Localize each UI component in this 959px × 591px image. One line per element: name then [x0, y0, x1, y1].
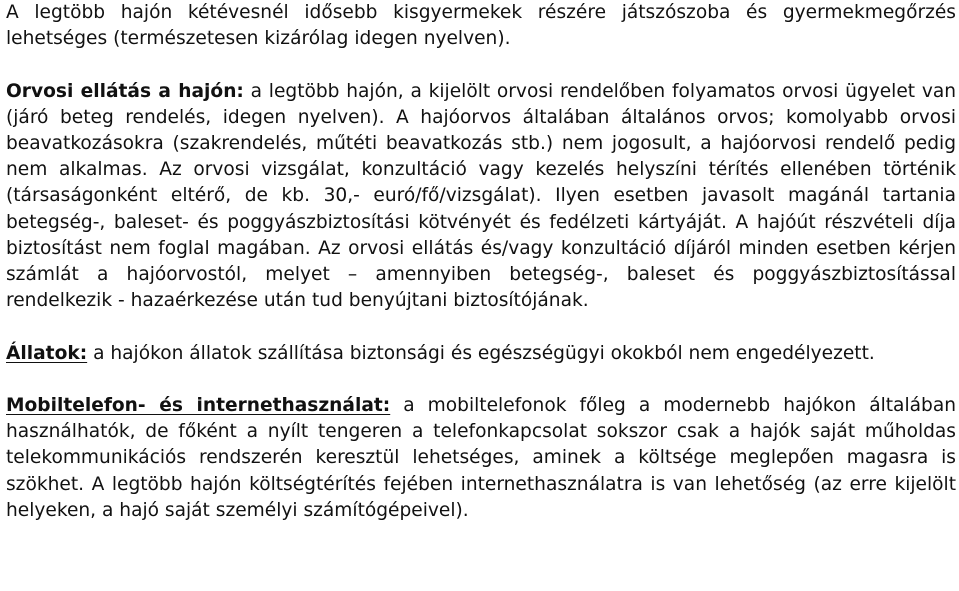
paragraph-animals — [6, 341, 956, 367]
animals-heading: Állatok: — [6, 342, 88, 364]
animals-text: a hajókon állatok szállítása biztonsági és egészségügyi okokból nem engedélyezett. — [87, 342, 875, 364]
mobile-heading: Mobiltelefon- és internethasználat: — [6, 395, 391, 416]
paragraph-gap — [6, 314, 956, 340]
medical-heading: Orvosi ellátás a hajón: — [6, 80, 244, 102]
mobile-text: a mobiltelefonok főleg a modernebb hajókon általában használhatók, de főként a nyílt tengeren a telefonkapcsolat sokszor csak a hajók saját műholdas telekommunikációs rendszerén keresztül lehetséges, aminek a költsége meglepően magasra is szökhet. A legtöbb hajón költségtérítés fejében internethasználatra is van lehetőség (az erre kijelölt helyeken, a hajó saját személyi számítógépeivel). — [6, 395, 956, 521]
paragraph-playroom — [6, 0, 956, 52]
paragraph-medical — [6, 79, 956, 315]
document-page — [6, 0, 956, 524]
paragraph-playroom-text: A legtöbb hajón kétévesnél idősebb kisgyermekek részére játszószoba és gyermekmegőrzés lehetséges (természetesen kizárólag idegen nyelven). — [6, 2, 956, 50]
medical-text: a legtöbb hajón, a kijelölt orvosi rendelőben folyamatos orvosi ügyelet van (járó beteg rendelés, idegen nyelven). A hajóorvos általában általános orvos; komolyabb orvosi beavatkozásokra (szakrendelés, műtéti beavatkozás stb.) nem jogosult, a hajóorvosi rendelő pedig nem alkalmas. Az orvosi vizsgálat, konzultáció vagy kezelés helyszíni térítés ellenében történik (társaságonként eltérő, de kb. 30,- euró/fő/vizsgálat). Ilyen esetben javasolt magánál tartania betegség-, baleset- és poggyászbiztosítási kötvényét és fedélzeti kártyáját. A hajóút részvételi díja biztosítást nem foglal magában. Az orvosi ellátás és/vagy konzultáció díjáról minden esetben kérjen számlát a hajóorvostól, melyet – amennyiben betegség-, baleset és poggyászbiztosítással rendelkezik - hazaérkezése után tud benyújtani biztosítójának. — [6, 80, 956, 312]
paragraph-gap — [6, 52, 956, 78]
paragraph-mobile — [6, 393, 956, 524]
paragraph-gap — [6, 367, 956, 393]
